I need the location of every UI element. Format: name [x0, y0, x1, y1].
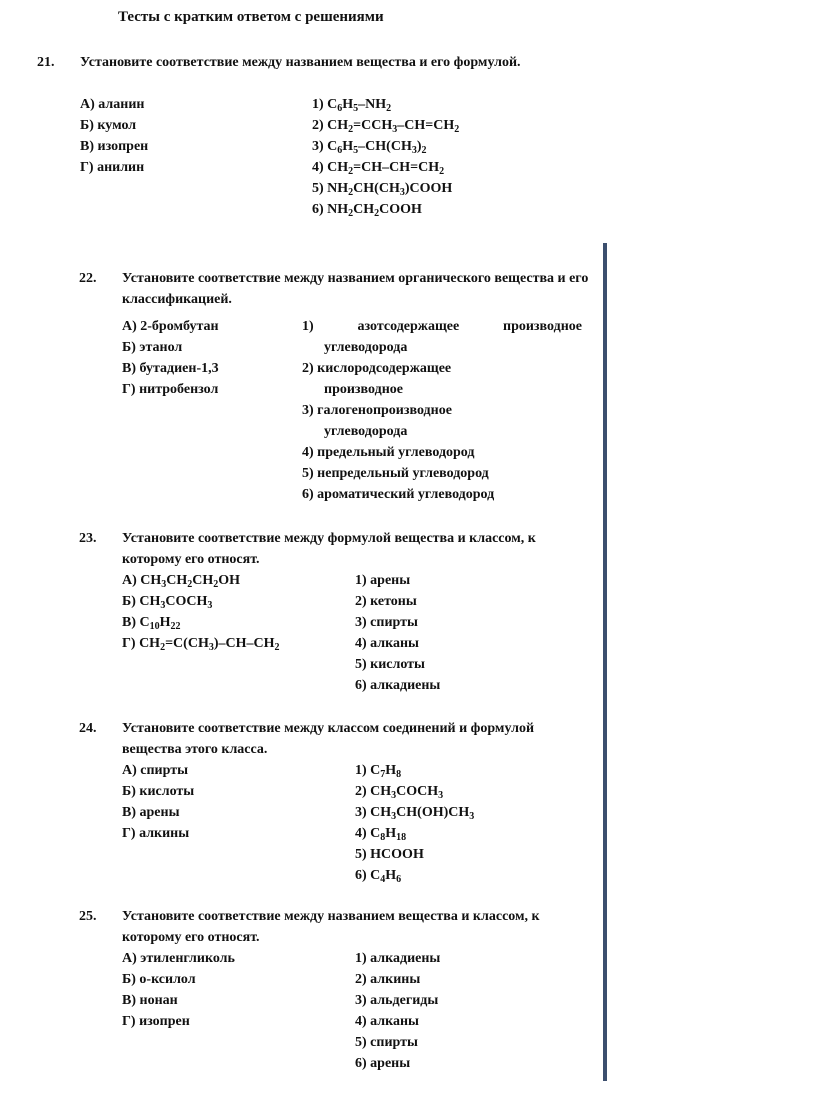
answer-item: 1) азотсодержащее производное: [302, 319, 582, 334]
answer-item: 3) альдегиды: [355, 993, 439, 1008]
option-item: Б) о-ксилол: [122, 972, 196, 987]
answer-item: 3) галогенопроизводное: [302, 403, 452, 418]
answer-item: 2) $CH_3COCH_3$: [355, 784, 444, 801]
option-item: В) $C_{10}H_{22}$: [122, 615, 181, 632]
question-text: Установите соответствие между классом соединений и формулой вещества этого класса.: [122, 721, 535, 757]
option-item: В) бутадиен-1,3: [122, 361, 219, 376]
question-number: 25.: [79, 909, 97, 924]
question-text: Установите соответствие между названием органического вещества и его классификацией.: [122, 271, 589, 307]
answer-item: 1) $C_7H_8$: [355, 763, 402, 780]
option-item: В) изопрен: [80, 139, 149, 154]
question-text: Установите соответствие между названием вещества и его формулой.: [80, 55, 521, 70]
option-item: В) нонан: [122, 993, 178, 1008]
question-text: Установите соответствие между названием вещества и классом, к которому его относят.: [122, 909, 540, 945]
answer-item: 1) $C_6H_5-NH_2$: [312, 97, 392, 114]
option-item: Г) анилин: [80, 160, 145, 175]
answer-item: 2) кислородсодержащее: [302, 361, 452, 376]
question-text: Установите соответствие между формулой вещества и классом, к которому его относят.: [122, 531, 536, 567]
option-item: Г) изопрен: [122, 1014, 190, 1029]
right-column: [355, 948, 440, 1074]
right-column: [302, 316, 582, 505]
right-column: [312, 94, 459, 220]
answer-item: 3) спирты: [355, 615, 418, 630]
left-column: [122, 316, 219, 400]
answer-item: 6) алкадиены: [355, 678, 441, 693]
option-item: Г) нитробензол: [122, 382, 219, 397]
left-column: [122, 570, 280, 654]
option-item: Б) $CH_3COCH_3$: [122, 594, 213, 611]
answer-item: 4) предельный углеводород: [302, 445, 475, 460]
answer-item: 1) алкадиены: [355, 951, 441, 966]
answer-item: углеводорода: [324, 340, 408, 355]
option-item: Б) кумол: [80, 118, 137, 133]
answer-item: 2) $CH_2=CCH_3-CH=CH_2$: [312, 118, 460, 135]
answer-item: 6) арены: [355, 1056, 411, 1071]
option-item: А) этиленгликоль: [122, 951, 235, 966]
option-item: Г) алкины: [122, 826, 190, 841]
answer-item: 5) непредельный углеводород: [302, 466, 489, 481]
answer-item: 4) $CH_2=CH-CH=CH_2$: [312, 160, 445, 177]
page-title: Тесты с кратким ответом с решениями: [118, 9, 384, 25]
answer-item: 6) $NH_2CH_2COOH$: [312, 202, 422, 219]
option-item: Б) кислоты: [122, 784, 195, 799]
option-item: В) арены: [122, 805, 180, 820]
answer-item: 6) ароматический углеводород: [302, 487, 495, 502]
answer-item: 4) алканы: [355, 636, 419, 651]
question-number: 23.: [79, 531, 97, 546]
answer-item: 3) $C_6H_5-CH(CH_3)_2$: [312, 139, 427, 156]
option-item: А) $CH_3CH_2CH_2OH$: [122, 573, 241, 590]
accent-bar: [603, 243, 607, 1081]
answer-item: 2) кетоны: [355, 594, 417, 609]
answer-item: 5) спирты: [355, 1035, 418, 1050]
option-item: Б) этанол: [122, 340, 183, 355]
answer-item: 2) алкины: [355, 972, 421, 987]
left-column: [122, 760, 194, 844]
option-item: Г) $CH_2=C(CH_3)-CH-CH_2$: [122, 636, 280, 653]
option-item: А) аланин: [80, 97, 145, 112]
question-number: 22.: [79, 271, 97, 286]
option-item: А) спирты: [122, 763, 189, 778]
right-column: [355, 760, 474, 886]
left-column: [122, 948, 235, 1032]
answer-item: производное: [324, 382, 403, 397]
left-column: [80, 94, 148, 178]
question-number: 24.: [79, 721, 97, 736]
answer-item: 5) HCOOH: [355, 847, 424, 862]
answer-item: 1) арены: [355, 573, 411, 588]
answer-item: 4) алканы: [355, 1014, 419, 1029]
answer-item: 5) $NH_2CH(CH_3)COOH$: [312, 181, 453, 198]
question-number: 21.: [37, 55, 55, 70]
right-column: [355, 570, 440, 696]
answer-item: 5) кислоты: [355, 657, 425, 672]
answer-item: 4) $C_8H_{18}$: [355, 826, 407, 843]
answer-item: 6) $C_4H_6$: [355, 868, 402, 885]
answer-item: углеводорода: [324, 424, 408, 439]
option-item: А) 2-бромбутан: [122, 319, 219, 334]
answer-item: 3) $CH_3CH(OH)CH_3$: [355, 805, 475, 822]
